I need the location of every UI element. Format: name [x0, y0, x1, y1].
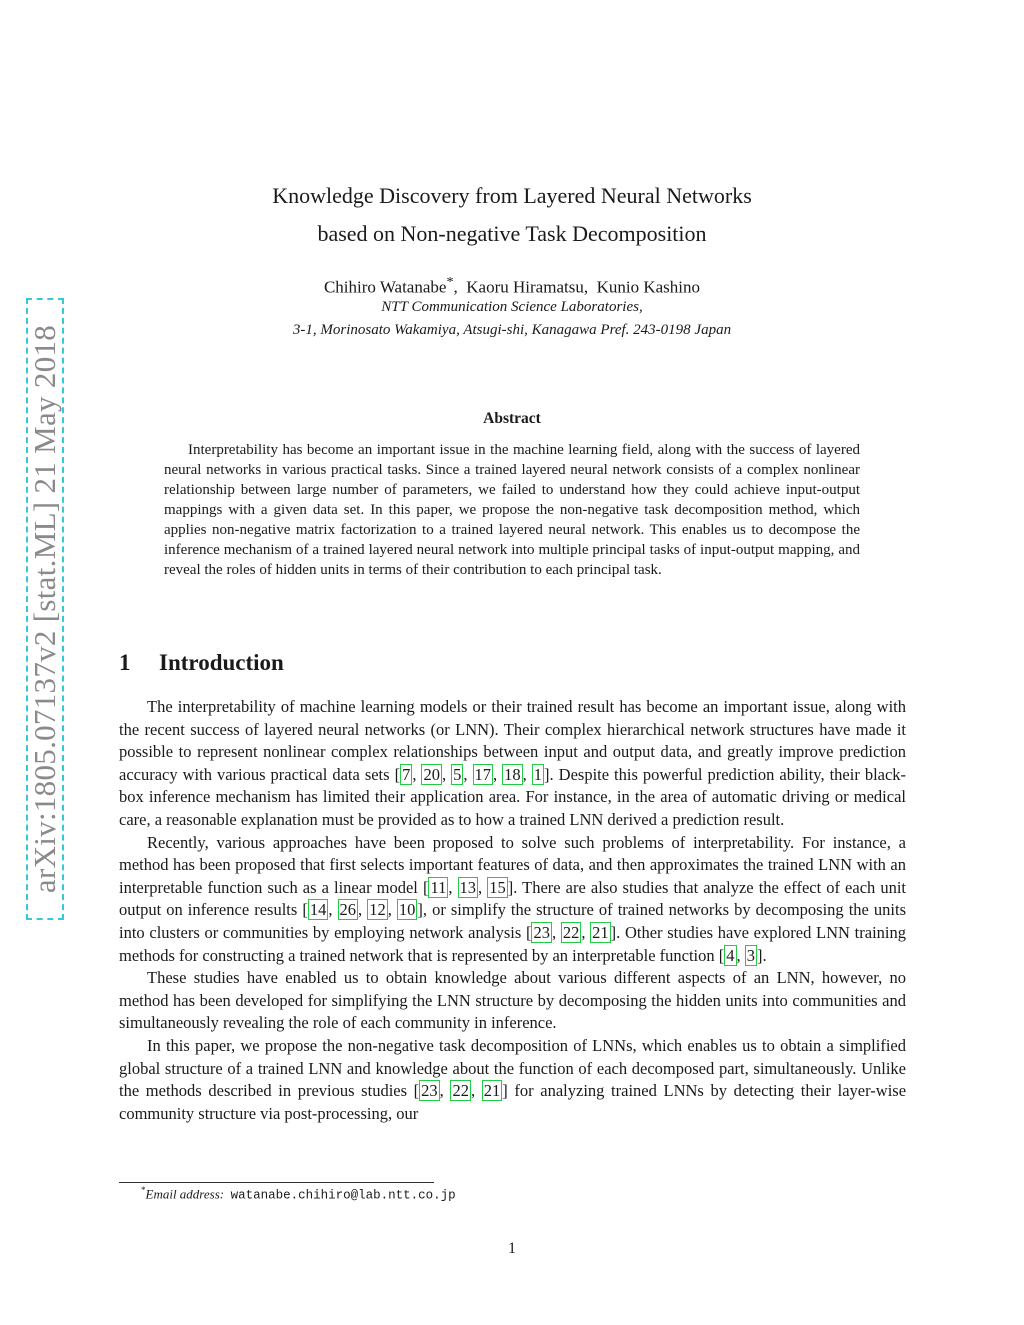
citation-link[interactable]: 14: [309, 900, 327, 920]
citation-link[interactable]: 21: [483, 1081, 501, 1101]
paragraph-text: ] for analyzing trained LNNs by detecting their layer-wise community structure via post-processing, our: [119, 1081, 907, 1123]
section-title: Introduction: [159, 650, 284, 675]
author-name: Chihiro Watanabe: [323, 277, 447, 297]
paragraph-text: In this paper, we propose the non-negative task decomposition of LNNs, which enables us to obtain a simplified global structure of a trained LNN and knowledge about the function of each decomposed part, simultaneously. Unlike the methods described in previous studies [: [119, 1035, 906, 1101]
paragraph-text: ]. Other studies have explored LNN training methods for constructing a trained network that is represented by an interpretable function [: [119, 922, 906, 965]
paragraph: Recently, various approaches have been proposed to solve such problems of interpretability. For instance, a method has been proposed that first selects important features of data, and then approximates the trained LNN with an interpretable function such as a linear model [ 11 , 13 , 15 ]. There are also studies that analyze the effect of each unit output on inference results [ 14 , 26 , 12 , 10 ], or simplify the structure of trained networks by decomposing the units into clusters or communities by employing network analysis [ 23 , 22 , 21 ]. Other studies have explored LNN training methods for constructing a trained network that is represented by an interpretable function [ 4 , 3 ].: [119, 832, 907, 965]
author-list: Chihiro Watanabe*, Kaoru Hiramatsu, Kunio Kashino: [323, 274, 701, 297]
arxiv-identifier-stamp: [26, 298, 64, 920]
abstract-text: Interpretability has become an important issue in the machine learning field, along with the success of layered neural networks in various practical tasks. Since a trained layered neural network consists of a complex nonlinear relationship between large number of parameters, we failed to understand how they could achieve input-output mappings with a given data set. In this paper, we propose the non-negative task decomposition method, which applies non-negative matrix factorization to a trained layered neural network. This enables us to decompose the inference mechanism of a trained layered neural network into multiple principal tasks of input-output mapping, and reveal the roles of hidden units in terms of their contribution to each principal task.: [164, 442, 860, 578]
citation-link[interactable]: 20: [423, 764, 440, 784]
citation-link[interactable]: 26: [339, 900, 357, 920]
author-name: Kaoru Hiramatsu: [466, 277, 584, 297]
citation-link[interactable]: 7: [402, 764, 411, 784]
citation-link[interactable]: 13: [459, 877, 477, 897]
citation-link[interactable]: 12: [369, 900, 386, 920]
paragraph-text: Recently, various approaches have been proposed to solve such problems of interpretability. For instance, a method has been proposed that first selects important features of data, and then approximates the trained LNN with an interpretable function such as a linear model [: [119, 832, 906, 897]
paragraph-text: The interpretability of machine learning models or their trained result has become an important issue, along with the recent success of layered neural networks (or LNN). Their complex hierarchical network structures have made it possible to represent nonlinear complex relationships between input and output data, and greatly improve prediction accuracy with various practical data sets [: [119, 697, 906, 784]
footnote-mark: *: [141, 1185, 146, 1195]
page-number: 1: [508, 1240, 516, 1257]
affiliation-line-1: NTT Communication Science Laboratories,: [381, 299, 643, 315]
citation-link[interactable]: 18: [504, 764, 521, 784]
citation-link[interactable]: 4: [726, 945, 735, 965]
paragraph: In this paper, we propose the non-negative task decomposition of LNNs, which enables us to obtain a simplified global structure of a trained LNN and knowledge about the function of each decomposed part, simultaneously. Unlike the methods described in previous studies [ 23 , 22 , 21 ] for analyzing trained LNNs by detecting their layer-wise community structure via post-processing, our: [119, 1035, 907, 1123]
citation-link[interactable]: 1: [533, 764, 543, 784]
citation-link[interactable]: 5: [453, 764, 462, 784]
introduction-body: [119, 696, 906, 1125]
citation-link[interactable]: 21: [592, 922, 609, 942]
citation-link[interactable]: 11: [430, 877, 447, 897]
citation-link[interactable]: 23: [533, 922, 550, 942]
citation-link[interactable]: 17: [474, 764, 491, 784]
section-heading: [119, 650, 284, 676]
email-address[interactable]: watanabe.chihiro@lab.ntt.co.jp: [230, 1188, 456, 1203]
paper-title-line-2: based on Non-negative Task Decomposition: [317, 221, 707, 246]
footnote-label: Email address:: [145, 1186, 225, 1202]
affiliation-line-2: 3-1, Morinosato Wakamiya, Atsugi-shi, Kanagawa Pref. 243-0198 Japan: [292, 322, 732, 338]
paragraph-text: ], or simplify the structure of trained networks by decomposing the units into clusters or communities by employing network analysis [: [119, 900, 907, 942]
citation-link[interactable]: 15: [489, 877, 506, 897]
arxiv-identifier: arXiv:1805.07137v2 [stat.ML] 21 May 2018: [27, 324, 62, 894]
citation-link[interactable]: 3: [746, 945, 756, 965]
abstract-heading: Abstract: [483, 410, 541, 427]
citation-link[interactable]: 10: [398, 900, 416, 920]
author-footnote-mark[interactable]: *: [446, 274, 454, 290]
citation-link[interactable]: 22: [452, 1081, 469, 1101]
footnote-divider: [119, 1182, 434, 1183]
author-name: Kunio Kashino: [596, 277, 701, 297]
citation-link[interactable]: 23: [421, 1081, 438, 1101]
section-number: 1: [119, 650, 131, 675]
footnote: [119, 1185, 456, 1202]
paragraph: The interpretability of machine learning models or their trained result has become an important issue, along with the recent success of layered neural networks (or LNN). Their complex hierarchical network structures have made it possible to represent nonlinear complex relationships between input and output data, and greatly improve prediction accuracy with various practical data sets [ 7 , 20 , 5 , 17 , 18 , 1 ]. Despite this powerful prediction ability, their black-box inference mechanism has limited their application area. For instance, in the area of automatic driving or medical care, a reasonable explanation must be provided as to how a trained LNN derived a prediction result.: [119, 697, 907, 829]
paragraph: These studies have enabled us to obtain knowledge about various different aspects of an LNN, however, no method has been developed for simplifying the LNN structure by decomposing the hidden units into communities and simultaneously revealing the role of each community in inference.: [119, 968, 906, 1033]
paragraph-text: ].: [757, 945, 767, 965]
paper-title-line-1: Knowledge Discovery from Layered Neural Networks: [272, 183, 752, 208]
citation-link[interactable]: 22: [562, 922, 580, 942]
paragraph-text: ]. There are also studies that analyze the effect of each unit output on inference results [: [119, 877, 907, 920]
paragraph-text: ]. Despite this powerful prediction ability, their black-box inference mechanism has limited their application area. For instance, in the area of automatic driving or medical care, a reasonable explanation must be provided as to how a trained LNN derived a prediction result.: [119, 764, 907, 829]
